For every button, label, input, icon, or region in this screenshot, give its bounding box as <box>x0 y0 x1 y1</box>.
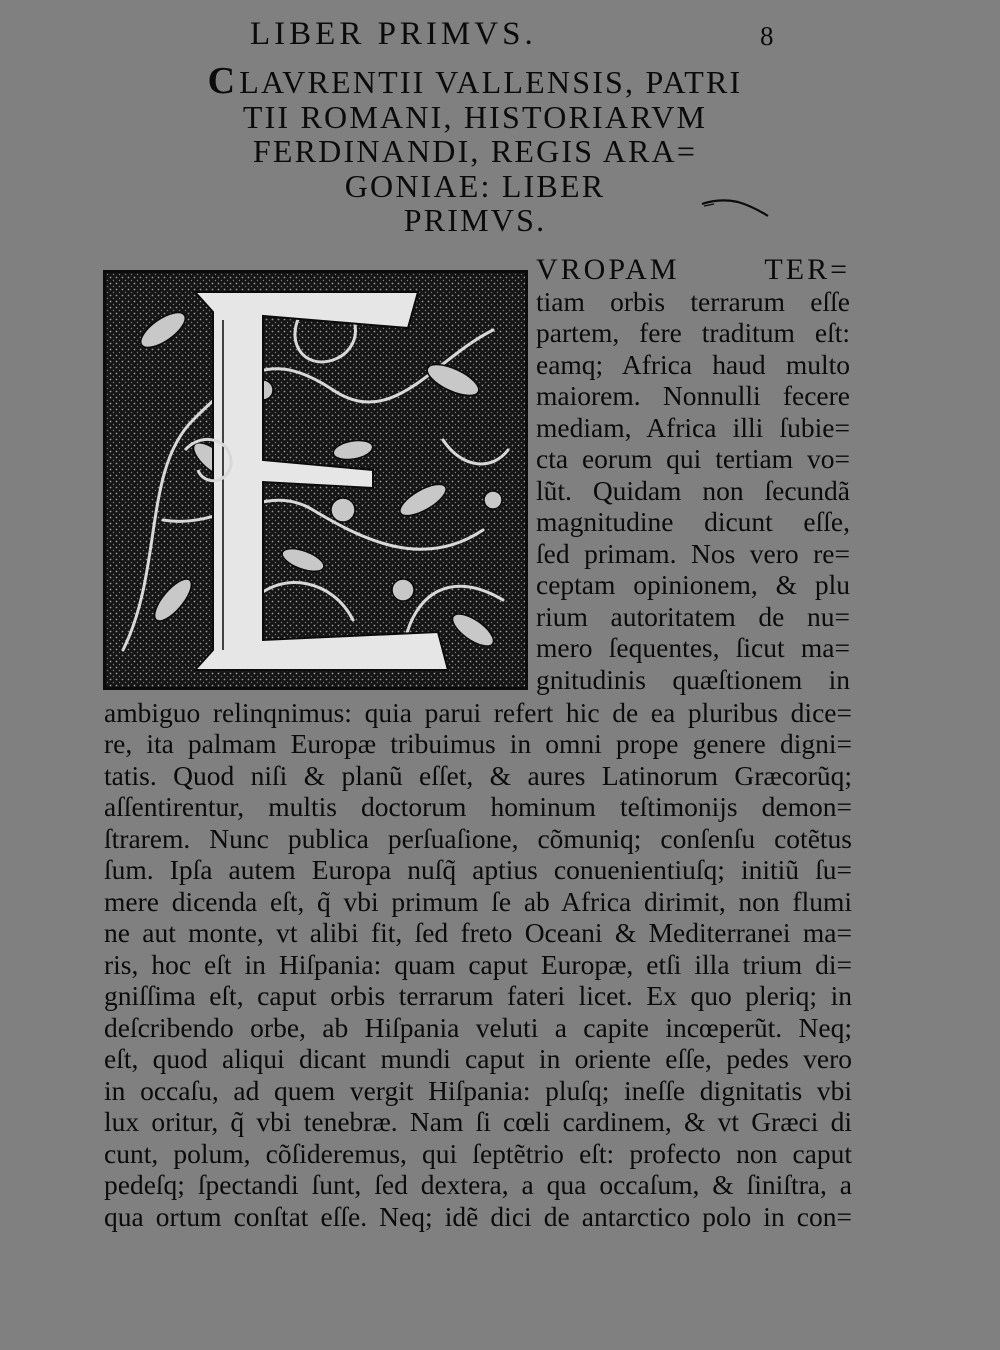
text-line: mere dicenda eſt, q̃ vbi primum ſe ab Africa dirimit, non flumi <box>104 886 852 917</box>
text-line: ceptam opinionem, & plu <box>536 569 850 600</box>
text-line: ris, hoc eſt in Hiſpania: quam caput Europæ, etſi illa trium di= <box>104 949 852 980</box>
title-line: FERDINANDI, REGIS ARA= <box>252 133 698 169</box>
text-line: magnitudine dicunt eſſe, <box>536 506 850 537</box>
running-head: LIBER PRIMVS. <box>250 16 537 52</box>
text-line: gnitudinis quæſtionem in <box>536 664 850 695</box>
text-line: ne aut monte, vt alibi fit, ſed freto Oceani & Mediterranei ma= <box>104 917 852 948</box>
text-line: tiam orbis terrarum eſſe <box>536 286 850 317</box>
title-line-text: LAVRENTII VALLENSIS, PATRI <box>239 64 743 100</box>
title-line: TII ROMANI, HISTORIARVM <box>242 98 708 135</box>
text-line: cunt, polum, cõſideremus, qui ſeptẽtrio eſt: profecto non caput <box>104 1138 852 1169</box>
text-line: partem, fere traditum eſt: <box>536 317 850 348</box>
text-line: gniſſima eſt, caput orbis terrarum fateri licet. Ex quo pleriq; in <box>104 980 852 1011</box>
text-line: mediam, Africa illi ſubie= <box>536 412 850 443</box>
pen-stroke-mark <box>700 196 770 218</box>
text-line: re, ita palmam Europæ tribuimus in omni prope genere digni= <box>104 728 852 759</box>
text-line: maiorem. Nonnulli fecere <box>536 380 850 411</box>
title-line: GONIAE: LIBER <box>344 167 606 204</box>
decorated-initial-e-icon <box>103 270 528 690</box>
text-line: qua ortum conſtat eſſe. Neq; idẽ dici de antarctico polo in con= <box>104 1201 852 1232</box>
text-line: deſcribendo orbe, ab Hiſpania veluti a capite incœperũt. Neq; <box>104 1012 852 1043</box>
text-line: ſed primam. Nos vero re= <box>536 538 850 569</box>
text-line: lũt. Quidam non ſecundã <box>536 475 850 506</box>
text-line: ſum. Ipſa autem Europa nuſq̃ aptius conuenientiuſq; initiũ ſu= <box>104 854 852 885</box>
text-line: ambiguo relinqnimus: quia parui refert hic de ea pluribus dice= <box>104 697 852 728</box>
text-line: tatis. Quod niſi & planũ eſſet, & aures Latinorum Græcorũq; <box>104 760 852 791</box>
title-line <box>95 60 855 102</box>
text-line: VROPAM TER= <box>536 254 850 285</box>
text-line: rium autoritatem de nu= <box>536 601 850 632</box>
page-number: 8 <box>760 21 774 51</box>
text-line: mero ſequentes, ſicut ma= <box>536 632 850 663</box>
text-line: in occaſu, ad quem vergit Hiſpania: pluſq; ineſſe dignitatis vbi <box>104 1075 852 1106</box>
text-line: pedeſq; ſpectandi ſunt, ſed dextera, a qua occaſum, & ſiniſtra, a <box>104 1169 852 1200</box>
text-line: eſt, quod aliqui dicant mundi caput in oriente eſſe, pedes vero <box>104 1043 852 1074</box>
pilcrow-mark: C <box>207 60 238 102</box>
title-line: PRIMVS. <box>403 202 547 238</box>
text-line: cta eorum qui tertiam vo= <box>536 443 850 474</box>
text-line: aſſentirentur, multis doctorum hominum teſtimonijs demon= <box>104 791 852 822</box>
text-line: ſtrarem. Nunc publica perſuaſione, cõmuniq; conſenſu cotẽtus <box>104 823 852 854</box>
text-line: lux oritur, q̃ vbi tenebræ. Nam ſi cœli cardinem, & vt Græci di <box>104 1106 852 1137</box>
text-line: eamq; Africa haud multo <box>536 349 850 380</box>
